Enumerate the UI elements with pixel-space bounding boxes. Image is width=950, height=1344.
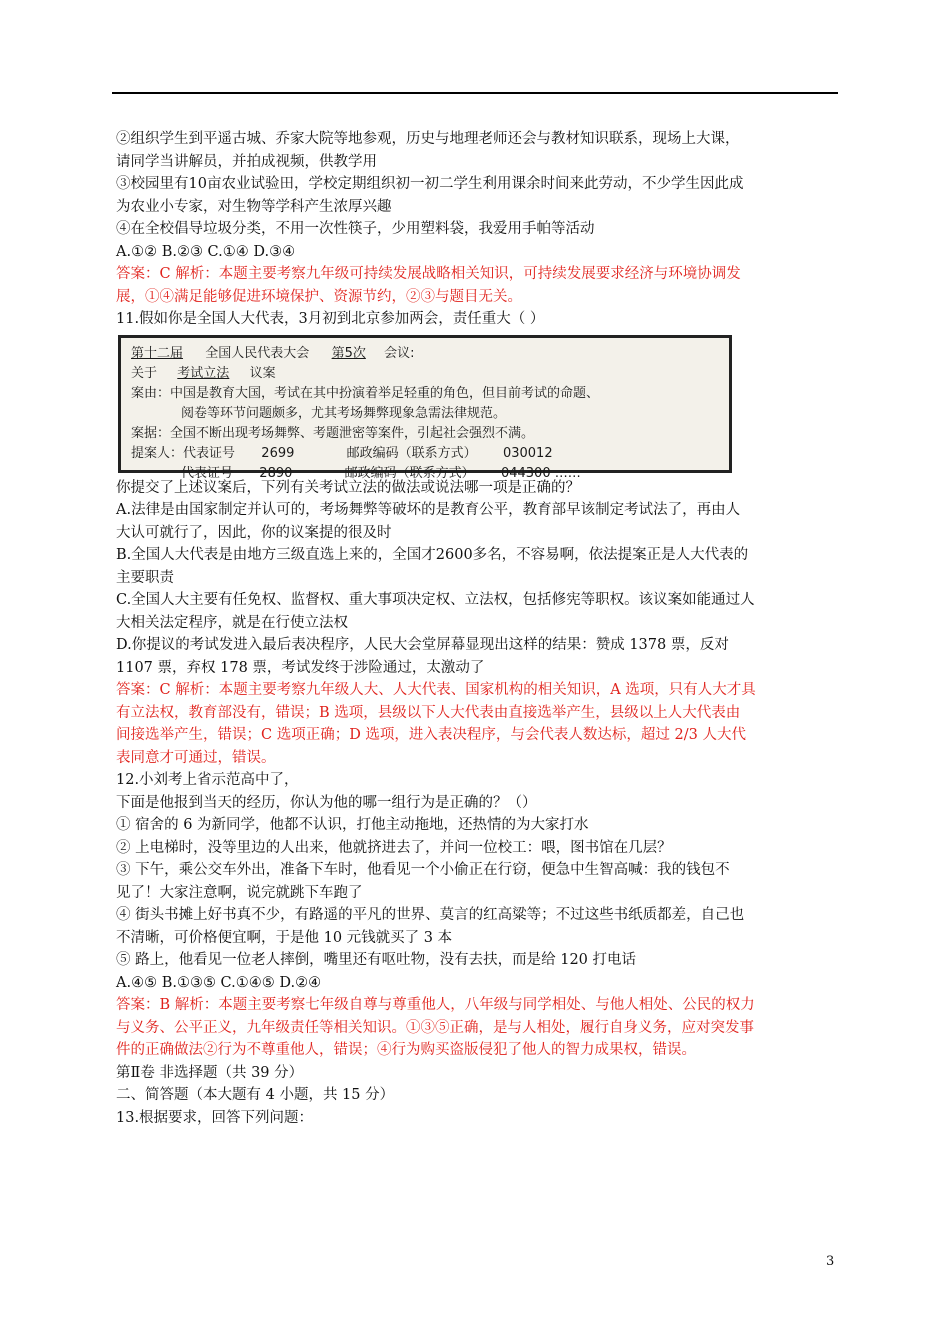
proposer-label: 提案人：代表证号	[131, 445, 236, 461]
answer-line: 答案：C 解析：本题主要考察九年级人大、人大代表、国家机构的相关知识，A 选项，只有人大才具	[116, 682, 756, 698]
question-11-stem: 11.假如你是全国人大代表，3月初到北京参加两会，责任重大（ ）	[116, 311, 545, 327]
proposal-topic: 考试立法	[177, 365, 230, 381]
options-line: A.④⑤ B.①③⑤ C.①④⑤ D.②④	[116, 974, 322, 991]
proposal-image	[118, 335, 732, 481]
answer-line: 答案：C 解析：本题主要考察九年级可持续发展战略相关知识，可持续发展要求经济与环境协调发	[116, 266, 741, 282]
answer-line: 展，①④满足能够促进环境保护、资源节约，②③与题目无关。	[116, 288, 522, 305]
answer-line: 有立法权，教育部没有，错误；B 选项，县级以下人大代表由直接选举产生，县级以上人大代表由	[116, 704, 741, 721]
text-line: ③ 下午，乘公交车外出，准备下车时，他看见一个小偷正在行窃，便急中生智高喊：我的钱包不	[116, 862, 730, 878]
proposer-label: 代表证号	[181, 465, 234, 481]
options-line: A.①② B.②③ C.①④ D.③④	[116, 243, 296, 260]
page-content	[116, 128, 838, 1129]
text-line: C.全国人大主要有任免权、监督权、重大事项决定权、立法权，包括修宪等职权。该议案如能通过人	[116, 592, 755, 608]
text-line: B.全国人大代表是由地方三级直选上来的，全国才2600多名，不容易啊，依法提案正是人大代表的	[116, 547, 749, 563]
proposal-about-label: 关于	[131, 365, 158, 381]
proposer-id: 2699	[261, 445, 295, 461]
text-line: A.法律是由国家制定并认可的，考场舞弊等破坏的是教育公平，教育部早该制定考试法了，再由人	[116, 502, 741, 518]
proposer-contact-label: 邮政编码（联系方式）	[346, 445, 477, 461]
text-line: ② 上电梯时，没等里边的人出来，他就挤进去了，并问一位校工：喂，图书馆在几层？	[116, 839, 672, 856]
page-number: 3	[826, 1254, 835, 1269]
answer-line: 件的正确做法②行为不尊重他人，错误；④行为购买盗版侵犯了他人的智力成果权，错误。	[116, 1042, 696, 1058]
text-line: ① 宿舍的 6 为新同学，他都不认识，打他主动拖地，还热情的为大家打水	[116, 817, 589, 833]
text-line: 大相关法定程序，就是在行使立法权	[116, 614, 348, 631]
proposal-reason: 案由：中国是教育大国，考试在其中扮演着举足轻重的角色，但目前考试的命题、	[131, 385, 600, 401]
proposer-postcode: 044300 ……	[500, 465, 581, 481]
text-line: D.你提议的考试发进入最后表决程序，人民大会堂屏幕显现出这样的结果：赞成 1378 票，反对	[116, 637, 729, 653]
proposal-congress: 全国人民代表大会	[205, 345, 310, 361]
text-line: 为农业小专家，对生物等学科产生浓厚兴趣	[116, 198, 392, 215]
proposal-meeting-number: 第5次	[331, 345, 366, 361]
header-rule	[112, 92, 838, 94]
question-13-stem: 13.根据要求，回答下列问题：	[116, 1109, 314, 1126]
proposal-session: 第十二届	[131, 345, 184, 361]
proposal-meeting-label: 会议:	[384, 345, 415, 361]
answer-line: 答案：B 解析：本题主要考察七年级自尊与尊重他人，八年级与同学相处、与他人相处、公民的权力	[116, 997, 755, 1013]
section-subtitle: 二、简答题（本大题有 4 小题，共 15 分）	[116, 1087, 395, 1103]
proposal-type: 议案	[249, 365, 276, 381]
text-line: 主要职责	[116, 569, 174, 586]
question-12-stem: 12.小刘考上省示范高中了，	[116, 772, 299, 788]
text-line: 1107 票，弃权 178 票，考试发终于涉险通过，太激动了	[116, 659, 485, 676]
proposal-basis: 案据：全国不断出现考场舞弊、考题泄密等案件，引起社会强烈不满。	[131, 425, 535, 441]
text-line: 你提交了上述议案后，下列有关考试立法的做法或说法哪一项是正确的？	[116, 479, 580, 496]
text-line: ④在全校倡导垃圾分类，不用一次性筷子，少用塑料袋，我爱用手帕等活动	[116, 221, 595, 237]
text-line: ②组织学生到平遥古城、乔家大院等地参观，历史与地理老师还会与教材知识联系，现场上大课，	[116, 131, 740, 147]
text-line: 不清晰，可价格便宜啊，于是他 10 元钱就买了 3 本	[116, 929, 453, 946]
proposer-id: 2890	[259, 465, 293, 481]
proposer-contact-label: 邮政编码（联系方式）	[344, 465, 475, 481]
text-line: 请同学当讲解员，并拍成视频，供教学用	[116, 153, 377, 170]
proposal-reason-cont: 阅卷等环节问题颇多，尤其考场舞弊现象急需法律规范。	[181, 405, 507, 421]
text-line: 下面是他报到当天的经历，你认为他的哪一组行为是正确的？（）	[116, 794, 537, 811]
section-title: 第Ⅱ卷 非选择题（共 39 分）	[116, 1064, 304, 1081]
text-line: ⑤ 路上，他看见一位老人摔倒，嘴里还有呕吐物，没有去扶，而是给 120 打电话	[116, 952, 637, 968]
answer-line: 间接选举产生，错误；C 选项正确；D 选项，进入表决程序，与会代表人数达标，超过 2/3 人大代	[116, 727, 746, 743]
text-line: ③校园里有10亩农业试验田，学校定期组织初一初二学生利用课余时间来此劳动，不少学生因此成	[116, 176, 744, 192]
text-line: ④ 街头书摊上好书真不少，有路遥的平凡的世界、莫言的红高粱等；不过这些书纸质都差，自己也	[116, 907, 745, 923]
proposer-postcode: 030012	[502, 445, 553, 461]
answer-line: 与义务、公平正义，九年级责任等相关知识。①③⑤正确，是与人相处，履行自身义务，应对突发事	[116, 1019, 754, 1036]
text-line: 见了！大家注意啊，说完就跳下车跑了	[116, 884, 363, 901]
answer-line: 表同意才可通过，错误。	[116, 749, 276, 766]
text-line: 大认可就行了，因此，你的议案提的很及时	[116, 524, 392, 541]
